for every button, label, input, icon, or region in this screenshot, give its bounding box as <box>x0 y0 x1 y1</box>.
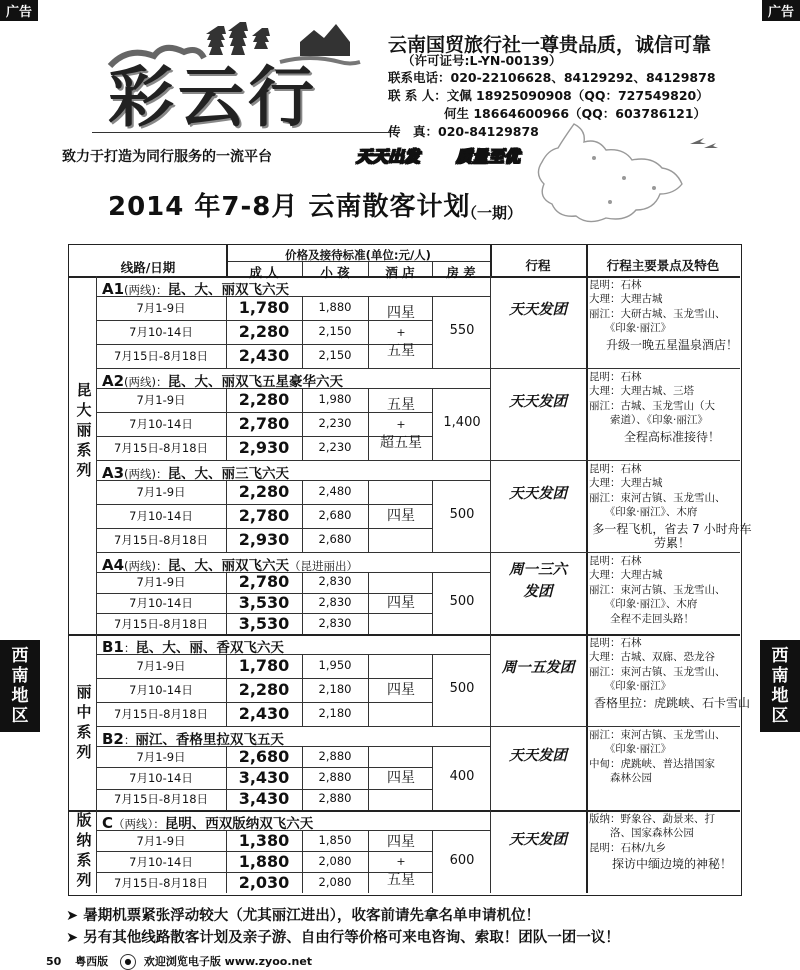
header-hotel: 酒 店 <box>385 265 415 280</box>
page-subtitle: （一期） <box>462 204 523 222</box>
child-price: 2,180 <box>318 682 352 696</box>
child-price: 1,850 <box>318 832 352 847</box>
route-code: A1 <box>102 280 125 298</box>
row-date: 7月1-9日 <box>136 485 186 499</box>
feature-line: 昆明：石林 <box>589 463 642 475</box>
series-char: 系 <box>76 851 92 869</box>
itinerary-line: 天天发团 <box>509 485 567 502</box>
hotel-line: 四星 <box>387 681 415 698</box>
hotel-line: 四星 <box>387 507 415 524</box>
hotel-line: 四星 <box>387 834 415 850</box>
series-char: 丽 <box>76 421 92 439</box>
hotel-standard <box>364 507 438 526</box>
child-price: 2,150 <box>318 348 352 362</box>
child-price: 1,950 <box>318 658 352 672</box>
adult-price: 2,780 <box>238 572 290 592</box>
row-date: 7月1-9日 <box>136 749 186 764</box>
adult-price: 2,930 <box>238 438 290 457</box>
itinerary-schedule <box>492 657 584 679</box>
row-date: 7月10-14日 <box>129 509 193 523</box>
series-label-text <box>71 682 97 762</box>
brand-mark-icon: ● <box>120 954 136 970</box>
feature-line: 《印象·丽江》 <box>589 322 672 335</box>
series-char: 大 <box>76 401 92 419</box>
row-date: 7月15日-8月18日 <box>113 792 209 807</box>
feature-highlight: 香格里拉：虎跳峡、石卡雪山 <box>593 695 750 710</box>
adult-price: 2,280 <box>238 680 290 699</box>
row-date: 7月10-14日 <box>129 854 193 869</box>
child-price: 2,230 <box>318 440 352 454</box>
row-date: 7月1-9日 <box>136 575 186 590</box>
feature-line: 索道）、《印象·丽江》 <box>589 414 708 427</box>
row-date: 7月10-14日 <box>129 325 193 339</box>
series-label-text <box>71 380 97 480</box>
row-date: 7月15日-8月18日 <box>113 616 209 631</box>
slogan: 致力于打造为同行服务的一流平台 <box>62 149 272 165</box>
series-char: 昆 <box>76 381 92 399</box>
hotel-standard <box>364 833 438 890</box>
side-label-left <box>0 640 40 732</box>
row-date: 7月1-9日 <box>136 833 186 848</box>
child-price: 2,880 <box>318 770 352 784</box>
feature-highlight: 探访中缅边境的神秘！ <box>611 857 732 872</box>
room-difference: 500 <box>449 681 475 696</box>
route-name: 昆明、西双版纳双飞六天 <box>164 816 314 832</box>
adult-price: 2,930 <box>238 530 290 549</box>
series-char: 系 <box>76 441 92 459</box>
arrow-icon: ➤ <box>66 930 84 946</box>
feature-line: 丽江：古城、玉龙雪山（大 <box>589 399 715 412</box>
itinerary-schedule <box>492 483 584 505</box>
price-col-line <box>226 480 227 552</box>
route-features <box>589 636 755 710</box>
itinerary-line: 周一五发团 <box>501 659 575 676</box>
series-char: 列 <box>76 871 92 889</box>
child-price: 2,080 <box>318 874 352 889</box>
footer-note-1 <box>66 904 540 925</box>
header-adult: 成 人 <box>249 265 279 280</box>
route-lines-count: (两线)： <box>124 375 168 389</box>
series-label-lizhong <box>71 682 97 762</box>
series-char: 系 <box>76 723 92 741</box>
page-title: 2014 年7-8月 云南散客计划 <box>108 192 471 222</box>
room-difference: 600 <box>449 852 475 868</box>
child-price: 2,680 <box>318 508 352 522</box>
series-label-text <box>71 810 97 890</box>
route-lines-count: ： <box>123 641 136 655</box>
page-number: 50 <box>46 955 62 968</box>
side-label-right <box>760 640 800 732</box>
feature-line: 《印象·丽江》、木府 <box>589 598 698 611</box>
route-code: B2 <box>102 730 124 748</box>
feature-highlight: 多一程飞机，省去 7 小时舟车劳累！ <box>592 521 752 551</box>
hotel-line: 五星 <box>387 872 415 888</box>
row-date: 7月1-9日 <box>136 393 186 407</box>
price-row-line <box>96 528 432 529</box>
route-title <box>102 554 358 574</box>
header-room-diff: 房 差 <box>446 265 476 280</box>
price-col-line <box>226 388 227 460</box>
route-features <box>589 728 755 786</box>
footer-note-2 <box>66 926 620 947</box>
feature-line: 中甸：虎跳峡、普达措国家 <box>589 757 715 770</box>
route-lines-count: ： <box>123 733 136 747</box>
route-lines-count: （两线）： <box>113 817 165 831</box>
adult-price: 1,380 <box>238 830 290 850</box>
feature-line: 丽江：束河古镇、玉龙雪山、 <box>589 491 726 504</box>
itinerary-line: 天天发团 <box>509 393 567 410</box>
series-char: 丽 <box>76 683 92 701</box>
route-name: 昆、大、丽双飞五星豪华六天 <box>167 374 344 390</box>
contact-person-2: 何生 18664600966（QQ：603786121） <box>444 106 707 121</box>
hotel-line: + <box>396 855 406 868</box>
page-footer-link[interactable]: 欢迎浏览电子版 www.zyoo.net <box>143 955 313 968</box>
adult-price: 3,530 <box>238 593 290 612</box>
feature-line: 丽江：大研古城、玉龙雪山、 <box>589 307 726 320</box>
logo: 彩云行 <box>108 58 318 136</box>
series-label-kundali <box>71 380 97 480</box>
row-date: 7月15日-8月18日 <box>113 441 209 455</box>
adult-price: 2,280 <box>238 482 290 501</box>
side-label-right-text: 西南地区 <box>771 646 789 726</box>
row-date: 7月1-9日 <box>136 659 186 673</box>
itinerary-schedule <box>492 829 584 851</box>
hotel-standard <box>364 681 438 700</box>
route-code: B1 <box>102 638 124 656</box>
room-difference: 500 <box>449 594 475 609</box>
adult-price: 2,280 <box>238 322 290 341</box>
company-name: 云南国贸旅行社一尊贵品质，诚信可靠 <box>388 34 712 56</box>
ad-tag-right: 广告 <box>762 0 800 21</box>
route-title <box>102 812 313 832</box>
adult-price: 3,530 <box>238 613 290 633</box>
feature-line: 《印象·丽江》 <box>589 680 672 693</box>
itinerary-line: 天天发团 <box>509 301 567 318</box>
row-date: 7月15日-8月18日 <box>113 533 209 547</box>
adult-price: 1,780 <box>238 656 290 675</box>
route-features <box>589 812 755 872</box>
series-char: 列 <box>76 743 92 761</box>
room-difference: 1,400 <box>443 415 481 430</box>
child-price: 2,480 <box>318 484 352 498</box>
route-features <box>589 278 755 352</box>
route-title <box>102 728 284 748</box>
room-difference: 550 <box>449 323 475 338</box>
route-lines-count: (两线)： <box>124 467 168 481</box>
price-row-line <box>96 504 432 505</box>
itinerary-schedule <box>492 559 584 603</box>
series-char: 纳 <box>76 831 92 849</box>
series-char: 版 <box>76 811 92 829</box>
route-name: 昆、大、丽、香双飞六天 <box>135 640 284 656</box>
row-date: 7月10-14日 <box>129 417 193 431</box>
route-note: （昆进丽出） <box>289 559 359 573</box>
adult-price: 1,880 <box>238 851 290 871</box>
price-col-line <box>226 296 227 368</box>
logo-divider <box>92 132 400 133</box>
price-row-line <box>96 702 432 703</box>
footer-note-2-text: 另有其他线路散客计划及亲子游、自由行等价格可来电咨询、索取！团队一团一议！ <box>83 930 620 946</box>
child-price: 2,230 <box>318 416 352 430</box>
feature-line: 丽江：束河古镇、玉龙雪山、 <box>589 729 726 741</box>
child-price: 1,980 <box>318 392 352 406</box>
contact-phone: 联系电话：020-22106628、84129292、84129878 <box>388 70 716 85</box>
row-date: 7月15日-8月18日 <box>113 875 209 890</box>
row-date: 7月15日-8月18日 <box>113 349 209 363</box>
header-features: 行程主要景点及特色 <box>606 258 720 273</box>
header-route-date: 线路/日期 <box>120 260 176 275</box>
row-date: 7月1-9日 <box>136 301 186 315</box>
series-char: 列 <box>76 461 92 479</box>
route-name: 丽江、香格里拉双飞五天 <box>135 732 284 748</box>
child-price: 2,880 <box>318 791 352 806</box>
feature-line: 大理：古城、双廊、恐龙谷 <box>589 651 715 664</box>
header-price-standard: 价格及接待标准(单位:元/人) <box>285 248 431 262</box>
feature-line: 昆明：石林 <box>589 279 642 291</box>
price-col-line <box>226 572 227 634</box>
adult-price: 2,780 <box>238 506 290 525</box>
route-lines-count: (两线)： <box>124 559 168 573</box>
route-lines-count: (两线)： <box>124 283 168 297</box>
child-price: 2,830 <box>318 615 352 630</box>
route-title <box>102 636 284 656</box>
itinerary-schedule <box>492 299 584 321</box>
hotel-line: + <box>396 417 406 431</box>
hotel-line: 五星 <box>387 342 415 359</box>
price-col-line <box>226 746 227 810</box>
contact-fax: 传 真：020-84129878 <box>388 124 539 139</box>
feature-highlight: 全程高标准接待！ <box>623 429 720 444</box>
route-features <box>589 370 755 444</box>
itinerary-line: 周一三六 <box>509 561 567 578</box>
feature-line: 大理：大理古城、三塔 <box>589 385 694 398</box>
header-child: 小 孩 <box>320 265 350 280</box>
route-separator <box>96 460 740 461</box>
arrow-icon: ➤ <box>66 908 84 924</box>
route-name: 昆、大、丽双飞六天 <box>167 282 290 298</box>
adult-price: 1,780 <box>238 298 290 317</box>
adult-price: 2,280 <box>238 390 290 409</box>
feature-line: 昆明：石林/九乡 <box>589 841 667 854</box>
row-date: 7月10-14日 <box>129 683 193 697</box>
page-footer <box>46 953 312 970</box>
route-code: A3 <box>102 464 125 482</box>
adult-price: 2,430 <box>238 704 290 723</box>
contact-person-1: 联 系 人：文佩 18925090908（QQ：727549820） <box>388 88 709 103</box>
child-price: 2,880 <box>318 748 352 763</box>
series-label-banna <box>71 810 97 890</box>
route-features <box>589 554 755 626</box>
child-price: 2,150 <box>318 324 352 338</box>
route-separator <box>96 552 740 553</box>
feature-line: 森林公园 <box>589 772 652 785</box>
route-features <box>589 462 755 550</box>
feature-line: 《印象·丽江》 <box>589 743 672 756</box>
itinerary-line: 天天发团 <box>509 747 567 764</box>
feature-line: 昆明：石林 <box>589 371 642 383</box>
route-title <box>102 278 289 298</box>
hotel-line: 四星 <box>387 769 415 786</box>
feature-line: 大理：大理古城 <box>589 569 663 582</box>
row-date: 7月10-14日 <box>129 771 193 785</box>
feature-line: 版纳：野象谷、勐景来、打 <box>589 813 715 825</box>
hotel-standard <box>364 396 438 453</box>
feature-line: 全程不走回头路！ <box>589 612 694 625</box>
license-number: （许可证号:L-YN-00139） <box>402 53 562 68</box>
child-price: 2,080 <box>318 853 352 868</box>
route-title <box>102 370 343 390</box>
feature-line: 大理：大理古城 <box>589 477 663 490</box>
page-section: 粤西版 <box>75 955 109 968</box>
header-itinerary: 行程 <box>525 258 551 273</box>
itinerary-line: 天天发团 <box>509 830 567 848</box>
feature-line: 丽江：束河古镇、玉龙雪山、 <box>589 665 726 678</box>
ad-tag-left: 广告 <box>0 0 38 21</box>
price-col-line <box>226 654 227 726</box>
price-row-line <box>96 678 432 679</box>
adult-price: 3,430 <box>238 768 290 787</box>
room-difference: 400 <box>449 769 475 784</box>
route-name: 昆、大、丽双飞六天 <box>167 558 290 574</box>
child-price: 2,830 <box>318 574 352 589</box>
hotel-line: 五星 <box>387 396 415 413</box>
route-code: A2 <box>102 372 125 390</box>
badge-daily-departure: 天天出发 <box>356 147 421 166</box>
hotel-standard <box>364 769 438 788</box>
row-date: 7月10-14日 <box>129 596 193 610</box>
route-code: A4 <box>102 556 125 574</box>
adult-price: 3,430 <box>238 789 290 809</box>
itinerary-line: 发团 <box>523 583 553 600</box>
adult-price: 2,680 <box>238 746 290 766</box>
hotel-standard <box>364 304 438 361</box>
child-price: 1,880 <box>318 300 352 314</box>
feature-line: 大理：大理古城 <box>589 293 663 306</box>
feature-line: 《印象·丽江》、木府 <box>589 506 698 519</box>
child-price: 2,180 <box>318 706 352 720</box>
hotel-line: + <box>396 325 406 339</box>
adult-price: 2,430 <box>238 346 290 365</box>
hotel-line: 超五星 <box>380 434 422 451</box>
feature-line: 洛、国家森林公园 <box>589 827 694 840</box>
route-code: C <box>102 814 114 832</box>
feature-line: 昆明：石林 <box>589 555 642 567</box>
adult-price: 2,780 <box>238 414 290 433</box>
itinerary-schedule <box>492 745 584 767</box>
adult-price: 2,030 <box>238 872 290 892</box>
route-name: 昆、大、丽三飞六天 <box>167 466 290 482</box>
feature-line: 丽江：束河古镇、玉龙雪山、 <box>589 583 726 596</box>
feature-highlight: 升级一晚五星温泉酒店！ <box>605 337 738 352</box>
hotel-standard <box>364 594 438 613</box>
hotel-line: 四星 <box>387 594 415 611</box>
price-col-line <box>226 830 227 893</box>
series-char: 中 <box>76 703 92 721</box>
footer-note-1-text: 暑期机票紧张浮动较大（尤其丽江进出），收客前请先拿名单申请机位！ <box>83 908 540 924</box>
itinerary-schedule <box>492 391 584 413</box>
side-label-left-text: 西南地区 <box>11 646 29 726</box>
room-difference: 500 <box>449 507 475 522</box>
badge-quality: 质量至优 <box>456 147 521 166</box>
yunnan-map-icon <box>514 118 734 230</box>
row-date: 7月15日-8月18日 <box>113 707 209 721</box>
route-separator <box>96 368 740 369</box>
hotel-line: 四星 <box>387 304 415 321</box>
feature-line: 昆明：石林 <box>589 637 642 649</box>
route-separator <box>96 726 740 727</box>
route-title <box>102 462 289 482</box>
child-price: 2,680 <box>318 532 352 546</box>
child-price: 2,830 <box>318 595 352 609</box>
